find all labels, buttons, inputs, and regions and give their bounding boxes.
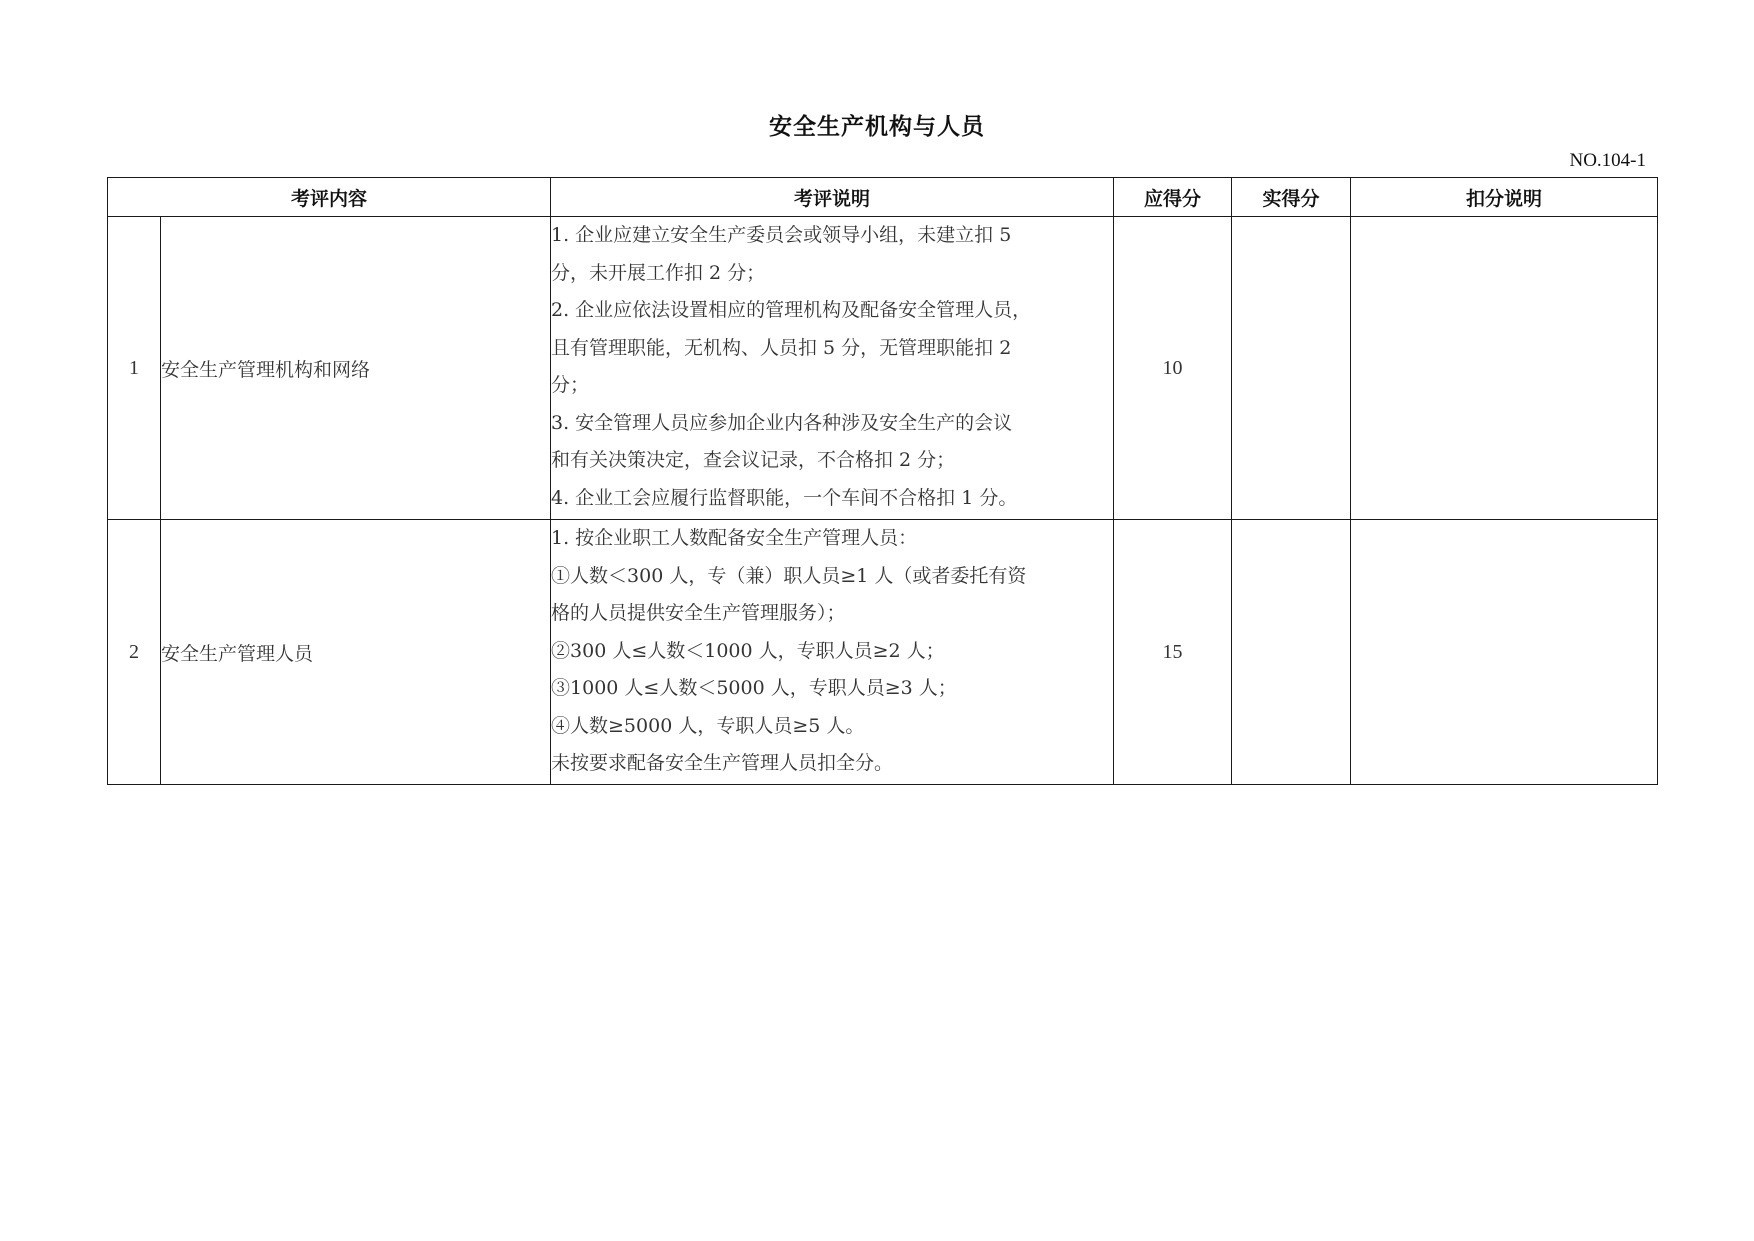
description-line: 未按要求配备安全生产管理人员扣全分。 [551, 752, 894, 774]
evaluation-description [551, 217, 1114, 520]
description-line: 2. 企业应依法设置相应的管理机构及配备安全管理人员， [551, 299, 1032, 321]
description-line: ④人数≥5000 人，专职人员≥5 人。 [551, 714, 865, 737]
header-max-score: 应得分 [1114, 178, 1232, 217]
header-content: 考评内容 [108, 178, 551, 217]
description-line: 分； [551, 374, 590, 396]
max-score-cell: 10 [1114, 217, 1232, 520]
description-line: 格的人员提供安全生产管理服务）； [551, 602, 846, 624]
description-line: ①人数＜300 人，专（兼）职人员≥1 人（或者委托有资 [551, 564, 1027, 587]
description-line: ②300 人≤人数＜1000 人，专职人员≥2 人； [551, 639, 945, 662]
description-line: 和有关决策决定，查会议记录，不合格扣 2 分； [551, 449, 956, 471]
header-actual-score: 实得分 [1232, 178, 1351, 217]
description-line: 1. 企业应建立安全生产委员会或领导小组，未建立扣 5 [551, 224, 1012, 246]
description-line: 且有管理职能，无机构、人员扣 5 分，无管理职能扣 2 [551, 336, 1012, 359]
evaluation-table [107, 177, 1658, 785]
table-row [108, 217, 1658, 520]
evaluation-description [551, 520, 1114, 785]
description-line: ③1000 人≤人数＜5000 人，专职人员≥3 人； [551, 677, 957, 699]
description-line: 分，未开展工作扣 2 分； [551, 261, 766, 284]
table-row [108, 520, 1658, 785]
actual-score-cell[interactable] [1232, 217, 1351, 520]
table-header-row [108, 178, 1658, 217]
page-title: 安全生产机构与人员 [769, 114, 985, 140]
actual-score-cell[interactable] [1232, 520, 1351, 785]
document-number: NO.104-1 [1569, 150, 1646, 171]
deduction-note-cell[interactable] [1351, 520, 1658, 785]
description-line: 4. 企业工会应履行监督职能，一个车间不合格扣 1 分。 [551, 486, 1018, 509]
row-number: 1 [108, 217, 161, 520]
description-line: 1. 按企业职工人数配备安全生产管理人员： [551, 527, 918, 549]
description-line: 3. 安全管理人员应参加企业内各种涉及安全生产的会议 [551, 411, 1013, 434]
header-description: 考评说明 [551, 178, 1114, 217]
evaluation-item: 安全生产管理人员 [161, 520, 551, 785]
header-deduction-note: 扣分说明 [1351, 178, 1658, 217]
deduction-note-cell[interactable] [1351, 217, 1658, 520]
evaluation-item: 安全生产管理机构和网络 [161, 217, 551, 520]
max-score-cell: 15 [1114, 520, 1232, 785]
row-number: 2 [108, 520, 161, 785]
